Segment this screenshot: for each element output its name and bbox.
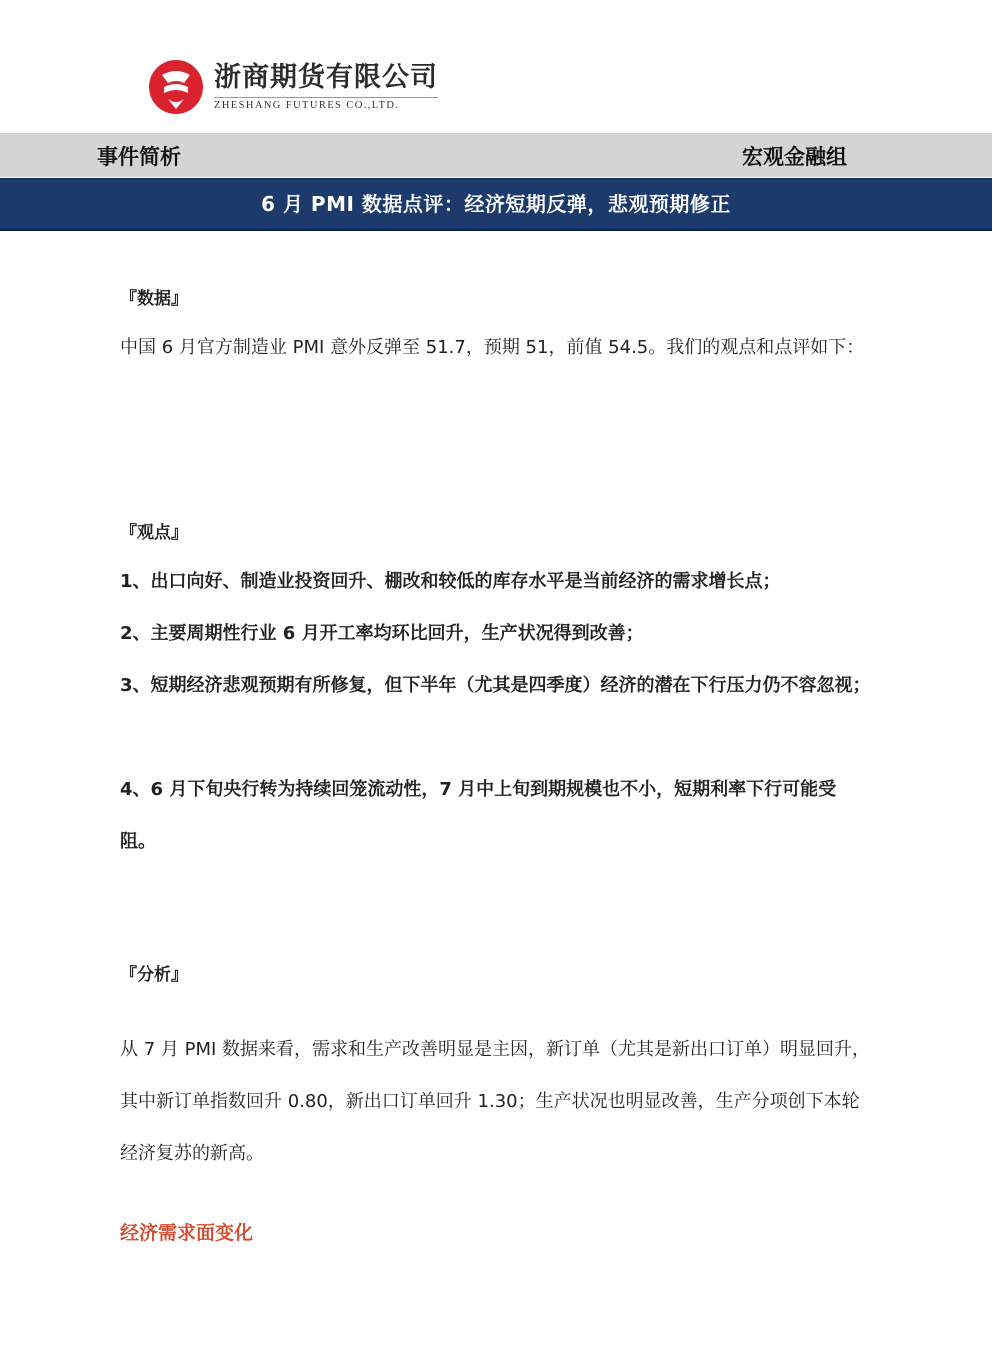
company-logo-icon — [148, 59, 204, 115]
view-item-4: 4、6 月下旬央行转为持续回笼流动性，7 月中上旬到期规模也不小，短期利率下行可能受阻。 — [120, 779, 837, 852]
report-category: 事件简析 — [97, 145, 181, 169]
company-name-cn: 浙商期货有限公司 — [214, 62, 438, 93]
view-item-1: 1、出口向好、制造业投资回升、棚改和较低的库存水平是当前经济的需求增长点； — [120, 571, 781, 592]
subheading-demand: 经济需求面变化 — [120, 1222, 254, 1244]
report-category-band — [0, 133, 992, 177]
section-title-data: 『数据』 — [120, 289, 188, 309]
analysis-paragraph: 从 7 月 PMI 数据来看，需求和生产改善明显是主因，新订单（尤其是新出口订单）明显回升，其中新订单指数回升 0.80，新出口订单回升 1.30；生产状况也明显改善，生产分项创下本轮经济复苏的新高。 — [120, 1039, 871, 1164]
company-name-en: ZHESHANG FUTURES CO.,LTD. — [214, 97, 438, 111]
view-item-2: 2、主要周期性行业 6 月开工率均环比回升，生产状况得到改善； — [120, 623, 644, 644]
view-item-3: 3、短期经济悲观预期有所修复，但下半年（尤其是四季度）经济的潜在下行压力仍不容忽视； — [120, 675, 871, 696]
company-logo — [148, 58, 438, 116]
section-title-analysis: 『分析』 — [120, 965, 188, 985]
report-group: 宏观金融组 — [742, 145, 847, 169]
report-title-band — [0, 178, 992, 231]
section-title-views: 『观点』 — [120, 523, 188, 543]
report-title: 6 月 PMI 数据点评：经济短期反弹，悲观预期修正 — [261, 192, 731, 216]
data-paragraph: 中国 6 月官方制造业 PMI 意外反弹至 51.7，预期 51，前值 54.5。我们的观点和点评如下： — [120, 337, 865, 358]
